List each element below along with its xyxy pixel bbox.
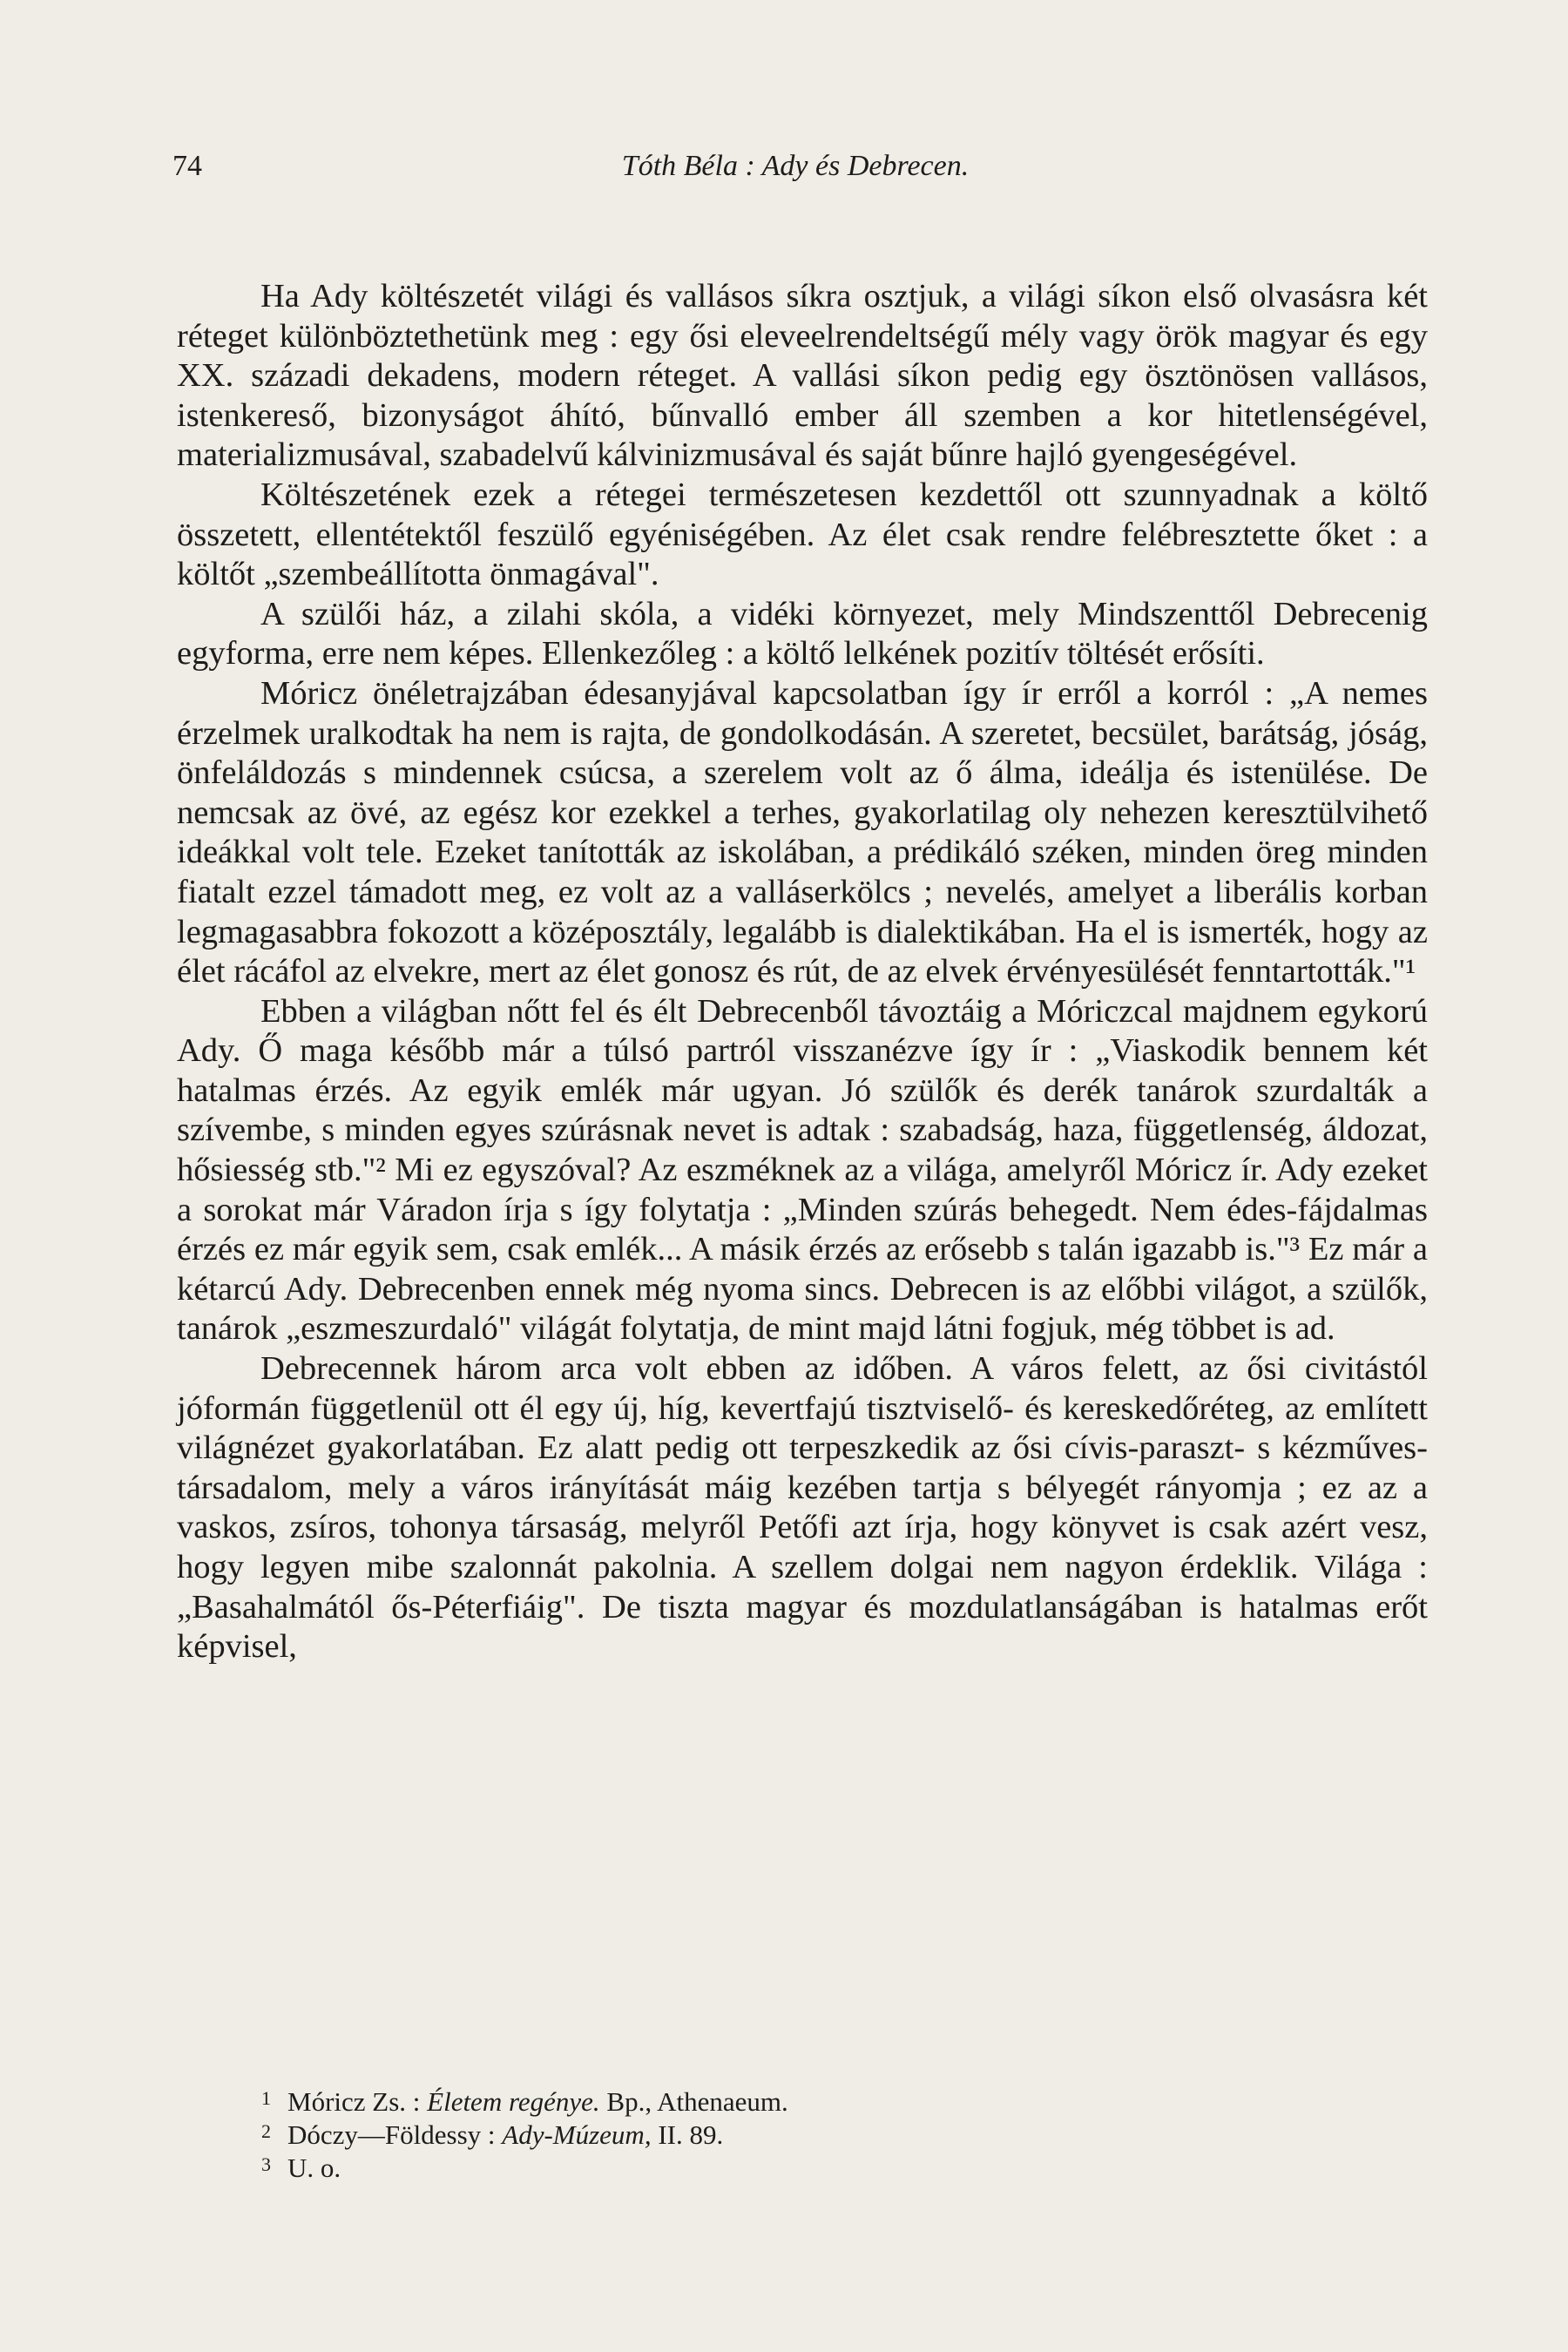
footnote-text: U. o. <box>287 2153 341 2183</box>
footnote-text: Dóczy—Földessy : <box>287 2119 503 2150</box>
paragraph: Debrecennek három arca volt ebben az időben. A város felett, az ősi civitástól jóformán függetlenül ott él egy új, híg, kevertfajú tisztviselő- és kereskedőréteg, az említett világnézet gyakorlatában. Ez alatt pedig ott terpeszkedik az ősi cívis-paraszt- s kézműves-társadalom, mely a város irányítását máig kezében tartja s bélyegét rányomja ; ez az a vaskos, zsíros, tohonya társaság, melyről Petőfi azt írja, hogy könyvet is csak azért vesz, hogy legyen mibe szalonnát pakolnia. A szellem dolgai nem nagyon érdeklik. Világa : „Basahalmától ős-Péterfiáig". De tiszta magyar és mozdulatlanságában is hatalmas erőt képvisel, <box>177 1350 1428 1666</box>
page-number: 74 <box>172 150 202 182</box>
paragraph: A szülői ház, a zilahi skóla, a vidéki környezet, mely Mindszenttől Debrecenig egyforma, erre nem képes. Ellenkezőleg : a költő lelkének pozitív töltését erősíti. <box>177 595 1428 672</box>
paragraph: Költészetének ezek a rétegei természetesen kezdettől ott szunnyadnak a költő összetett, ellentétektől feszülő egyéniségében. Az élet csak rendre felébresztette őket : a költőt „szembeállította önmagával". <box>177 476 1428 593</box>
footnote-text: II. 89. <box>651 2119 724 2150</box>
footnote-text: Móricz Zs. : <box>287 2086 428 2117</box>
footnote-number: 2 <box>261 2120 271 2142</box>
footnote-title: Ady-Múzeum, <box>502 2119 652 2150</box>
footnote-text: Bp., Athenaeum. <box>599 2086 788 2117</box>
footnotes <box>261 2084 1394 2183</box>
paragraph: Ha Ady költészetét világi és vallásos síkra osztjuk, a világi síkon első olvasásra két réteget különböztethetünk meg : egy ősi eleveelrendeltségű mély vagy örök magyar és egy XX. századi dekadens, modern réteget. A vallási síkon pedig egy ösztönösen vallásos, istenkereső, bizonyságot áhító, bűnvalló ember áll szemben a kor hitetlenségével, materializmusával, szabadelvű kálvinizmusával és saját bűnre hajló gyengeségével. <box>177 278 1428 474</box>
footnote-number: 1 <box>261 2087 271 2109</box>
footnote-number: 3 <box>261 2153 271 2175</box>
paragraph: Móricz önéletrajzában édesanyjával kapcsolatban így ír erről a korról : „A nemes érzelmek uralkodtak ha nem is rajta, de gondolkodásán. A szeretet, becsület, barátság, jóság, önfeláldozás s mindennek csúcsa, a szerelem volt az ő álma, ideálja és istenülése. De nemcsak az övé, az egész kor ezekkel a terhes, gyakorlatilag oly nehezen keresztülvihető ideákkal volt tele. Ezeket tanították az iskolában, a prédikáló széken, minden öreg minden fiatalt ezzel támadott meg, ez volt az a valláserkölcs ; nevelés, amelyet a liberális korban legmagasabbra fokozott a középosztály, legalább is dialektikában. Ha el is ismerték, hogy az élet rácáfol az elvekre, mert az élet gonosz és rút, de az elvek érvényesülését fenntartották."¹ <box>177 674 1428 990</box>
body-text <box>177 277 1428 1667</box>
footnote <box>261 2117 1394 2150</box>
page-header <box>172 150 1418 193</box>
footnote <box>261 2150 1394 2183</box>
running-title: Tóth Béla : Ady és Debrecen. <box>621 150 970 182</box>
footnote <box>261 2084 1394 2117</box>
paragraph: Ebben a világban nőtt fel és élt Debrecenből távoztáig a Móriczcal majdnem egykorú Ady. Ő maga később már a túlsó partról visszanézve így ír : „Viaskodik bennem két hatalmas érzés. Az egyik emlék már ugyan. Jó szülők és derék tanárok szurdalták a szívembe, s minden egyes szúrásnak nevet is adtak : szabadság, haza, függetlenség, áldozat, hősiesség stb."² Mi ez egyszóval? Az eszméknek az a világa, amelyről Móricz ír. Ady ezeket a sorokat már Váradon írja s így folytatja : „Minden szúrás behegedt. Nem édes-fájdalmas érzés ez már egyik sem, csak emlék... A másik érzés az erősebb s talán igazabb is."³ Ez már a kétarcú Ady. Debrecenben ennek még nyoma sincs. Debrecen is az előbbi világot, a szülők, tanárok „eszmeszurdaló" világát folytatja, de mint majd látni fogjuk, még többet is ad. <box>177 992 1428 1348</box>
footnote-title: Életem regénye. <box>427 2086 600 2117</box>
